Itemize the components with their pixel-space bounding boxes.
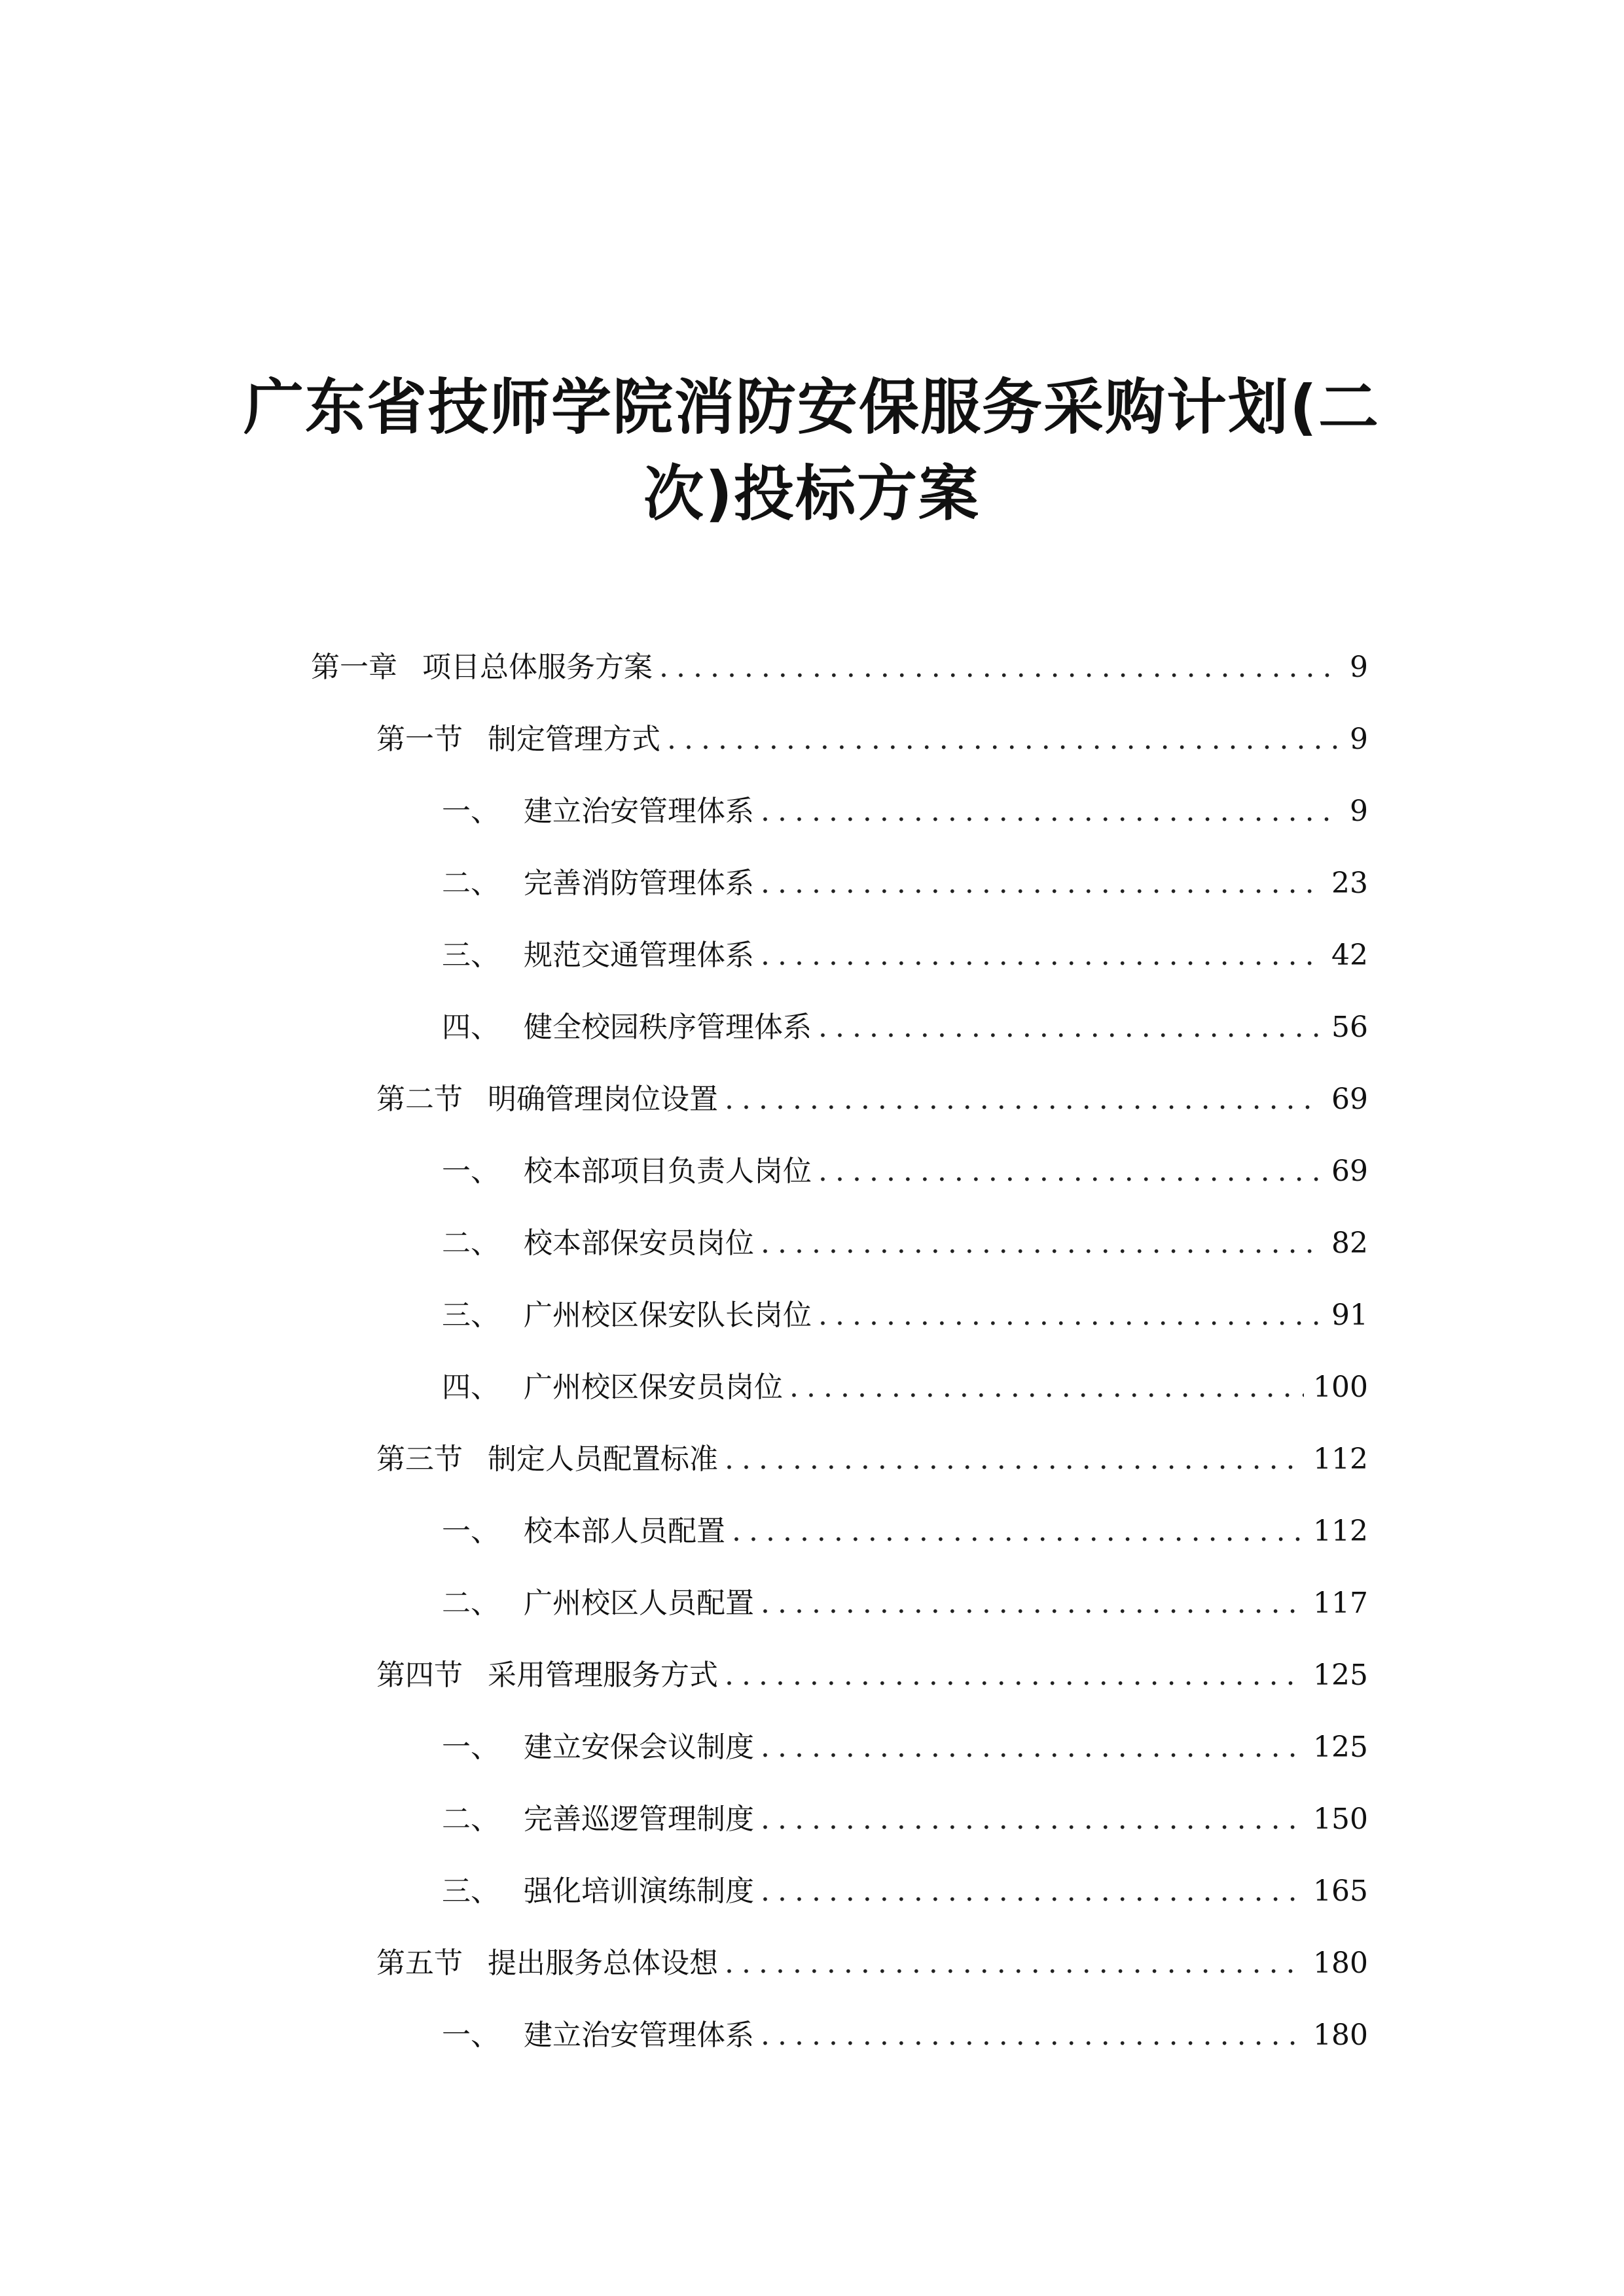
toc-entry-title: 建立治安管理体系	[524, 795, 754, 828]
toc-entry-section-5[interactable]	[376, 1941, 1368, 1986]
document-title	[223, 365, 1401, 537]
toc-entry-title: 采用管理服务方式	[488, 1659, 718, 1692]
toc-dot-leader	[761, 1869, 1304, 1914]
toc-dot-leader	[725, 1941, 1304, 1986]
toc-entry-number: 三、	[442, 1299, 499, 1332]
toc-entry-section-2[interactable]	[376, 1077, 1368, 1122]
toc-page-number: 125	[1313, 1731, 1368, 1764]
toc-entry-item[interactable]	[442, 861, 1368, 906]
toc-entry-number: 第一章	[311, 651, 397, 684]
toc-entry-title: 广州校区保安员岗位	[524, 1371, 783, 1404]
toc-entry-title: 明确管理岗位设置	[488, 1083, 718, 1116]
toc-entry-item[interactable]	[442, 1869, 1368, 1914]
toc-page-number: 165	[1313, 1874, 1368, 1908]
toc-entry-number: 第五节	[376, 1946, 463, 1980]
toc-page-number: 69	[1331, 1155, 1368, 1188]
toc-entry-item[interactable]	[442, 933, 1368, 978]
toc-entry-title: 制定管理方式	[488, 723, 660, 756]
toc-entry-section-1[interactable]	[376, 717, 1368, 762]
toc-page-number: 112	[1313, 1443, 1368, 1476]
toc-dot-leader	[667, 717, 1339, 762]
toc-entry-section-3[interactable]	[376, 1437, 1368, 1482]
toc-entry-item[interactable]	[442, 1149, 1368, 1194]
toc-page-number: 23	[1331, 867, 1368, 900]
toc-entry-chapter-1[interactable]	[311, 645, 1368, 691]
toc-entry-number: 二、	[442, 1227, 499, 1260]
toc-entry-item[interactable]	[442, 1221, 1368, 1266]
toc-entry-number: 四、	[442, 1371, 499, 1404]
toc-entry-number: 一、	[442, 795, 499, 828]
toc-entry-number: 四、	[442, 1011, 499, 1044]
toc-dot-leader	[761, 2013, 1304, 2058]
toc-entry-title: 完善巡逻管理制度	[524, 1803, 754, 1836]
toc-page-number: 9	[1350, 651, 1368, 684]
toc-entry-number: 三、	[442, 939, 499, 972]
toc-entry-number: 三、	[442, 1874, 499, 1908]
toc-page-number: 91	[1331, 1299, 1368, 1332]
toc-entry-item[interactable]	[442, 1725, 1368, 1770]
toc-page-number: 69	[1331, 1083, 1368, 1116]
toc-dot-leader	[725, 1653, 1304, 1698]
toc-page-number: 9	[1350, 795, 1368, 828]
title-line-1: 广东省技师学院消防安保服务采购计划(二	[243, 372, 1380, 442]
toc-entry-title: 广州校区保安队长岗位	[524, 1299, 812, 1332]
toc-entry-title: 提出服务总体设想	[488, 1946, 718, 1980]
toc-entry-number: 二、	[442, 1803, 499, 1836]
toc-entry-item[interactable]	[442, 1293, 1368, 1338]
toc-entry-number: 一、	[442, 1731, 499, 1764]
toc-page-number: 82	[1331, 1227, 1368, 1260]
toc-entry-number: 二、	[442, 1587, 499, 1620]
toc-entry-number: 第一节	[376, 723, 463, 756]
toc-entry-title: 规范交通管理体系	[524, 939, 754, 972]
toc-entry-title: 强化培训演练制度	[524, 1874, 754, 1908]
toc-entry-number: 一、	[442, 1515, 499, 1548]
toc-dot-leader	[818, 1293, 1322, 1338]
toc-page-number: 150	[1313, 1803, 1368, 1836]
toc-entry-title: 项目总体服务方案	[422, 651, 653, 684]
toc-entry-item[interactable]	[442, 789, 1368, 834]
toc-entry-number: 二、	[442, 867, 499, 900]
toc-page-number: 180	[1313, 1946, 1368, 1980]
toc-dot-leader	[818, 1005, 1322, 1050]
toc-entry-item[interactable]	[442, 1005, 1368, 1050]
toc-entry-item[interactable]	[442, 1581, 1368, 1626]
toc-page-number: 100	[1313, 1371, 1368, 1404]
toc-entry-title: 制定人员配置标准	[488, 1443, 718, 1476]
toc-dot-leader	[732, 1509, 1304, 1554]
toc-entry-title: 校本部保安员岗位	[524, 1227, 754, 1260]
title-line-2: 次)投标方案	[643, 458, 981, 529]
toc-entry-title: 建立安保会议制度	[524, 1731, 754, 1764]
toc-dot-leader	[761, 1221, 1322, 1266]
toc-entry-title: 完善消防管理体系	[524, 867, 754, 900]
toc-entry-number: 第三节	[376, 1443, 463, 1476]
toc-entry-number: 第二节	[376, 1083, 463, 1116]
toc-entry-number: 一、	[442, 2018, 499, 2052]
toc-page-number: 125	[1313, 1659, 1368, 1692]
toc-entry-title: 建立治安管理体系	[524, 2018, 754, 2052]
toc-page-number: 112	[1313, 1515, 1368, 1548]
toc-entry-section-4[interactable]	[376, 1653, 1368, 1698]
toc-page-number: 180	[1313, 2018, 1368, 2052]
toc-dot-leader	[659, 645, 1339, 691]
toc-dot-leader	[761, 1725, 1304, 1770]
toc-entry-item[interactable]	[442, 1797, 1368, 1842]
toc-dot-leader	[761, 789, 1339, 834]
toc-dot-leader	[761, 933, 1322, 978]
toc-entry-title: 校本部项目负责人岗位	[524, 1155, 812, 1188]
toc-dot-leader	[761, 861, 1322, 906]
toc-entry-number: 第四节	[376, 1659, 463, 1692]
toc-page-number: 56	[1331, 1011, 1368, 1044]
toc-entry-title: 健全校园秩序管理体系	[524, 1011, 812, 1044]
toc-page-number: 117	[1313, 1587, 1368, 1620]
toc-dot-leader	[725, 1077, 1322, 1122]
toc-dot-leader	[818, 1149, 1322, 1194]
toc-entry-title: 校本部人员配置	[524, 1515, 725, 1548]
toc-dot-leader	[761, 1797, 1304, 1842]
toc-entry-item[interactable]	[442, 1365, 1368, 1410]
toc-dot-leader	[725, 1437, 1304, 1482]
toc-page-number: 9	[1350, 723, 1368, 756]
toc-dot-leader	[761, 1581, 1304, 1626]
toc-dot-leader	[789, 1365, 1304, 1410]
toc-entry-item[interactable]	[442, 2013, 1368, 2058]
toc-entry-title: 广州校区人员配置	[524, 1587, 754, 1620]
toc-entry-number: 一、	[442, 1155, 499, 1188]
toc-page-number: 42	[1331, 939, 1368, 972]
toc-entry-item[interactable]	[442, 1509, 1368, 1554]
